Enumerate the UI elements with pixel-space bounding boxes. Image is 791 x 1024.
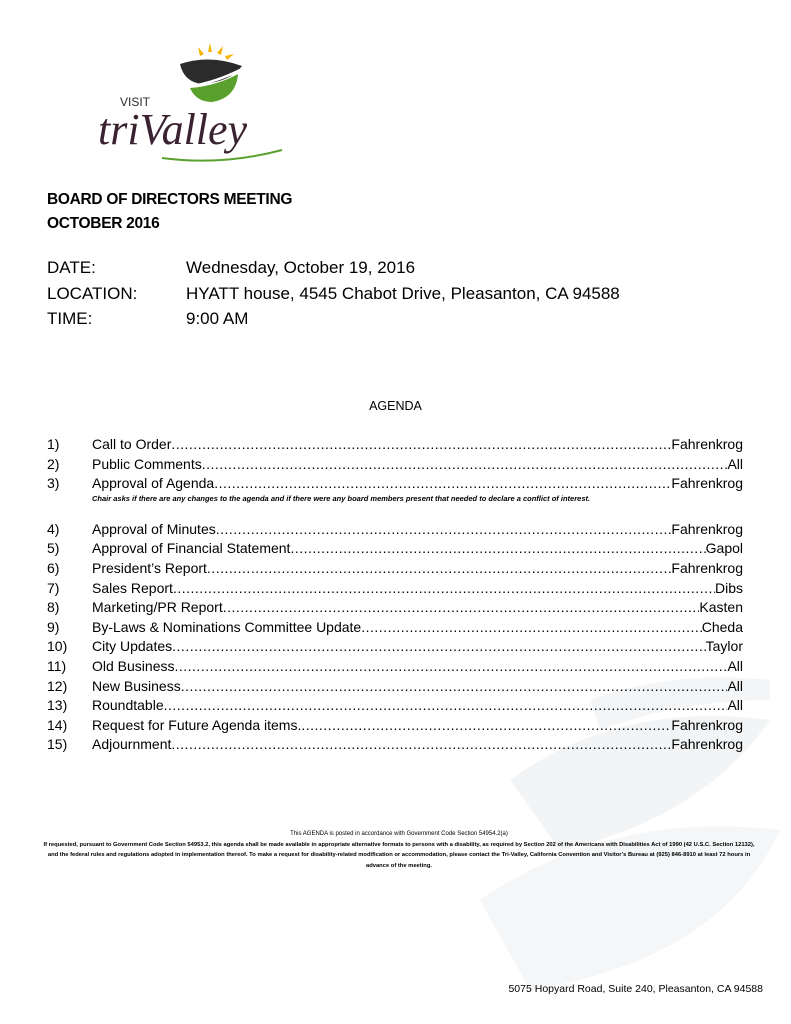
- agenda-item: [47, 657, 743, 677]
- leader-dots: [214, 474, 671, 493]
- agenda-item-presenter: Fahrenkrog: [671, 716, 743, 733]
- office-address: 5075 Hopyard Road, Suite 240, Pleasanton, CA 94588: [508, 983, 763, 995]
- agenda-item-title: Old Business: [92, 657, 175, 674]
- agenda-item-number: 10): [47, 638, 68, 655]
- agenda-item: [47, 579, 743, 599]
- leader-dots: [174, 657, 727, 676]
- agenda-item-number: 12): [47, 677, 68, 694]
- agenda-item: [47, 618, 743, 638]
- agenda-list: [47, 435, 743, 755]
- agenda-item-presenter: Cheda: [701, 618, 743, 635]
- agenda-item: [47, 520, 743, 540]
- agenda-item-number: 4): [47, 520, 60, 537]
- agenda-item-number: 5): [47, 540, 60, 557]
- agenda-item-number: 7): [47, 579, 60, 596]
- agenda-item-presenter: All: [727, 697, 743, 714]
- agenda-item-presenter: Taylor: [705, 638, 743, 655]
- meeting-month: OCTOBER 2016: [47, 215, 160, 232]
- leader-dots: [181, 677, 728, 696]
- agenda-item-title: By-Laws & Nominations Committee Update: [92, 618, 362, 635]
- leader-dots: [171, 735, 671, 754]
- agenda-item: [47, 677, 743, 697]
- location-label: LOCATION:: [47, 284, 138, 303]
- agenda-item-number: 15): [47, 736, 68, 753]
- agenda-item-presenter: All: [727, 657, 743, 674]
- agenda-item-title: Sales Report: [92, 579, 173, 596]
- time-label: TIME:: [47, 309, 93, 328]
- agenda-item: [47, 539, 743, 559]
- agenda-item-presenter: Fahrenkrog: [671, 520, 743, 537]
- agenda-item-title: Adjournment: [92, 736, 172, 753]
- visit-text: VISIT: [120, 95, 151, 109]
- agenda-item: [47, 735, 743, 755]
- agenda-item: [47, 716, 743, 736]
- agenda-item-title: Approval of Financial Statement: [92, 540, 291, 557]
- leader-dots: [164, 696, 728, 715]
- agenda-item-title: Request for Future Agenda items.: [92, 716, 302, 733]
- agenda-item-presenter: Fahrenkrog: [671, 736, 743, 753]
- leader-dots: [202, 455, 728, 474]
- leader-dots: [223, 598, 700, 617]
- leaf-icon: [180, 59, 242, 102]
- agenda-title: AGENDA: [369, 399, 422, 413]
- agenda-item-presenter: Gapol: [705, 540, 743, 557]
- leader-dots: [290, 539, 705, 558]
- visit-trivalley-logo: [92, 40, 292, 168]
- agenda-item-title: Public Comments: [92, 455, 202, 472]
- agenda-item: [47, 455, 743, 475]
- agenda-item-title: Roundtable: [92, 697, 164, 714]
- leader-dots: [361, 618, 702, 637]
- leader-dots: [171, 435, 671, 454]
- agenda-item-title: Approval of Agenda: [92, 475, 215, 492]
- agenda-item-presenter: All: [727, 677, 743, 694]
- leader-dots: [207, 559, 671, 578]
- agenda-item-title: President’s Report: [92, 559, 207, 576]
- leader-dots: [301, 716, 671, 735]
- agenda-item: [47, 435, 743, 455]
- agenda-item-presenter: Dibs: [714, 579, 743, 596]
- notice-body: If requested, pursuant to Government Code Section 54953.2, this agenda shall be made available in appropriate alternative formats to persons with a disability, as required by Section 202 of the Americans with Disabilities Act of 1990 (42 U.S.C. Section 12132), and the federal rules and regulations adopted in implementation thereof. To make a request for disability-related modification or accommodation, please contact the Tri-Valley, California Convention and Visitor’s Bureau at (925) 846-8910 at least 72 hours in advance of the meeting.: [43, 841, 755, 869]
- agenda-item-number: 8): [47, 599, 60, 616]
- agenda-item-number: 11): [47, 657, 67, 674]
- notice-title: This AGENDA is posted in accordance with Government Code Section 54954.2(a): [290, 831, 508, 837]
- agenda-item-title: Approval of Minutes: [92, 520, 216, 537]
- agenda-item-title: City Updates: [92, 638, 173, 655]
- agenda-item-title: Call to Order: [92, 436, 172, 452]
- agenda-item: [47, 559, 743, 579]
- agenda-item-number: 3): [47, 475, 60, 492]
- agenda-item-title: Marketing/PR Report: [92, 599, 223, 616]
- leader-dots: [172, 637, 705, 656]
- agenda-item: [47, 637, 743, 657]
- agenda-item-number: 13): [47, 697, 68, 714]
- leader-dots: [216, 520, 672, 539]
- agenda-item: [47, 696, 743, 716]
- agenda-item-number: 1): [47, 436, 60, 452]
- accessibility-notice: [40, 829, 758, 871]
- time-value: 9:00 AM: [186, 309, 249, 328]
- date-value: Wednesday, October 19, 2016: [186, 258, 416, 277]
- agenda-item-presenter: Kasten: [699, 599, 743, 616]
- agenda-item-presenter: Fahrenkrog: [671, 475, 743, 492]
- agenda-item-number: 6): [47, 559, 60, 576]
- agenda-item-note: Chair asks if there are any changes to the agenda and if there were any board members present that needed to declare a conflict of interest.: [92, 493, 591, 503]
- meeting-title: BOARD OF DIRECTORS MEETING: [47, 191, 293, 208]
- agenda-item-number: 9): [47, 618, 60, 635]
- agenda-item-number: 2): [47, 455, 60, 472]
- agenda-item-presenter: Fahrenkrog: [671, 559, 743, 576]
- leader-dots: [173, 579, 715, 598]
- date-label: DATE:: [47, 258, 96, 277]
- location-value: HYATT house, 4545 Chabot Drive, Pleasanton, CA 94588: [186, 284, 620, 303]
- agenda-item-presenter: All: [727, 455, 743, 472]
- agenda-item-presenter: Fahrenkrog: [671, 436, 743, 452]
- agenda-item: [47, 598, 743, 618]
- agenda-item-title: New Business: [92, 677, 181, 694]
- brand-text: triValley: [98, 105, 248, 154]
- agenda-item: [47, 474, 743, 494]
- agenda-item-number: 14): [47, 716, 68, 733]
